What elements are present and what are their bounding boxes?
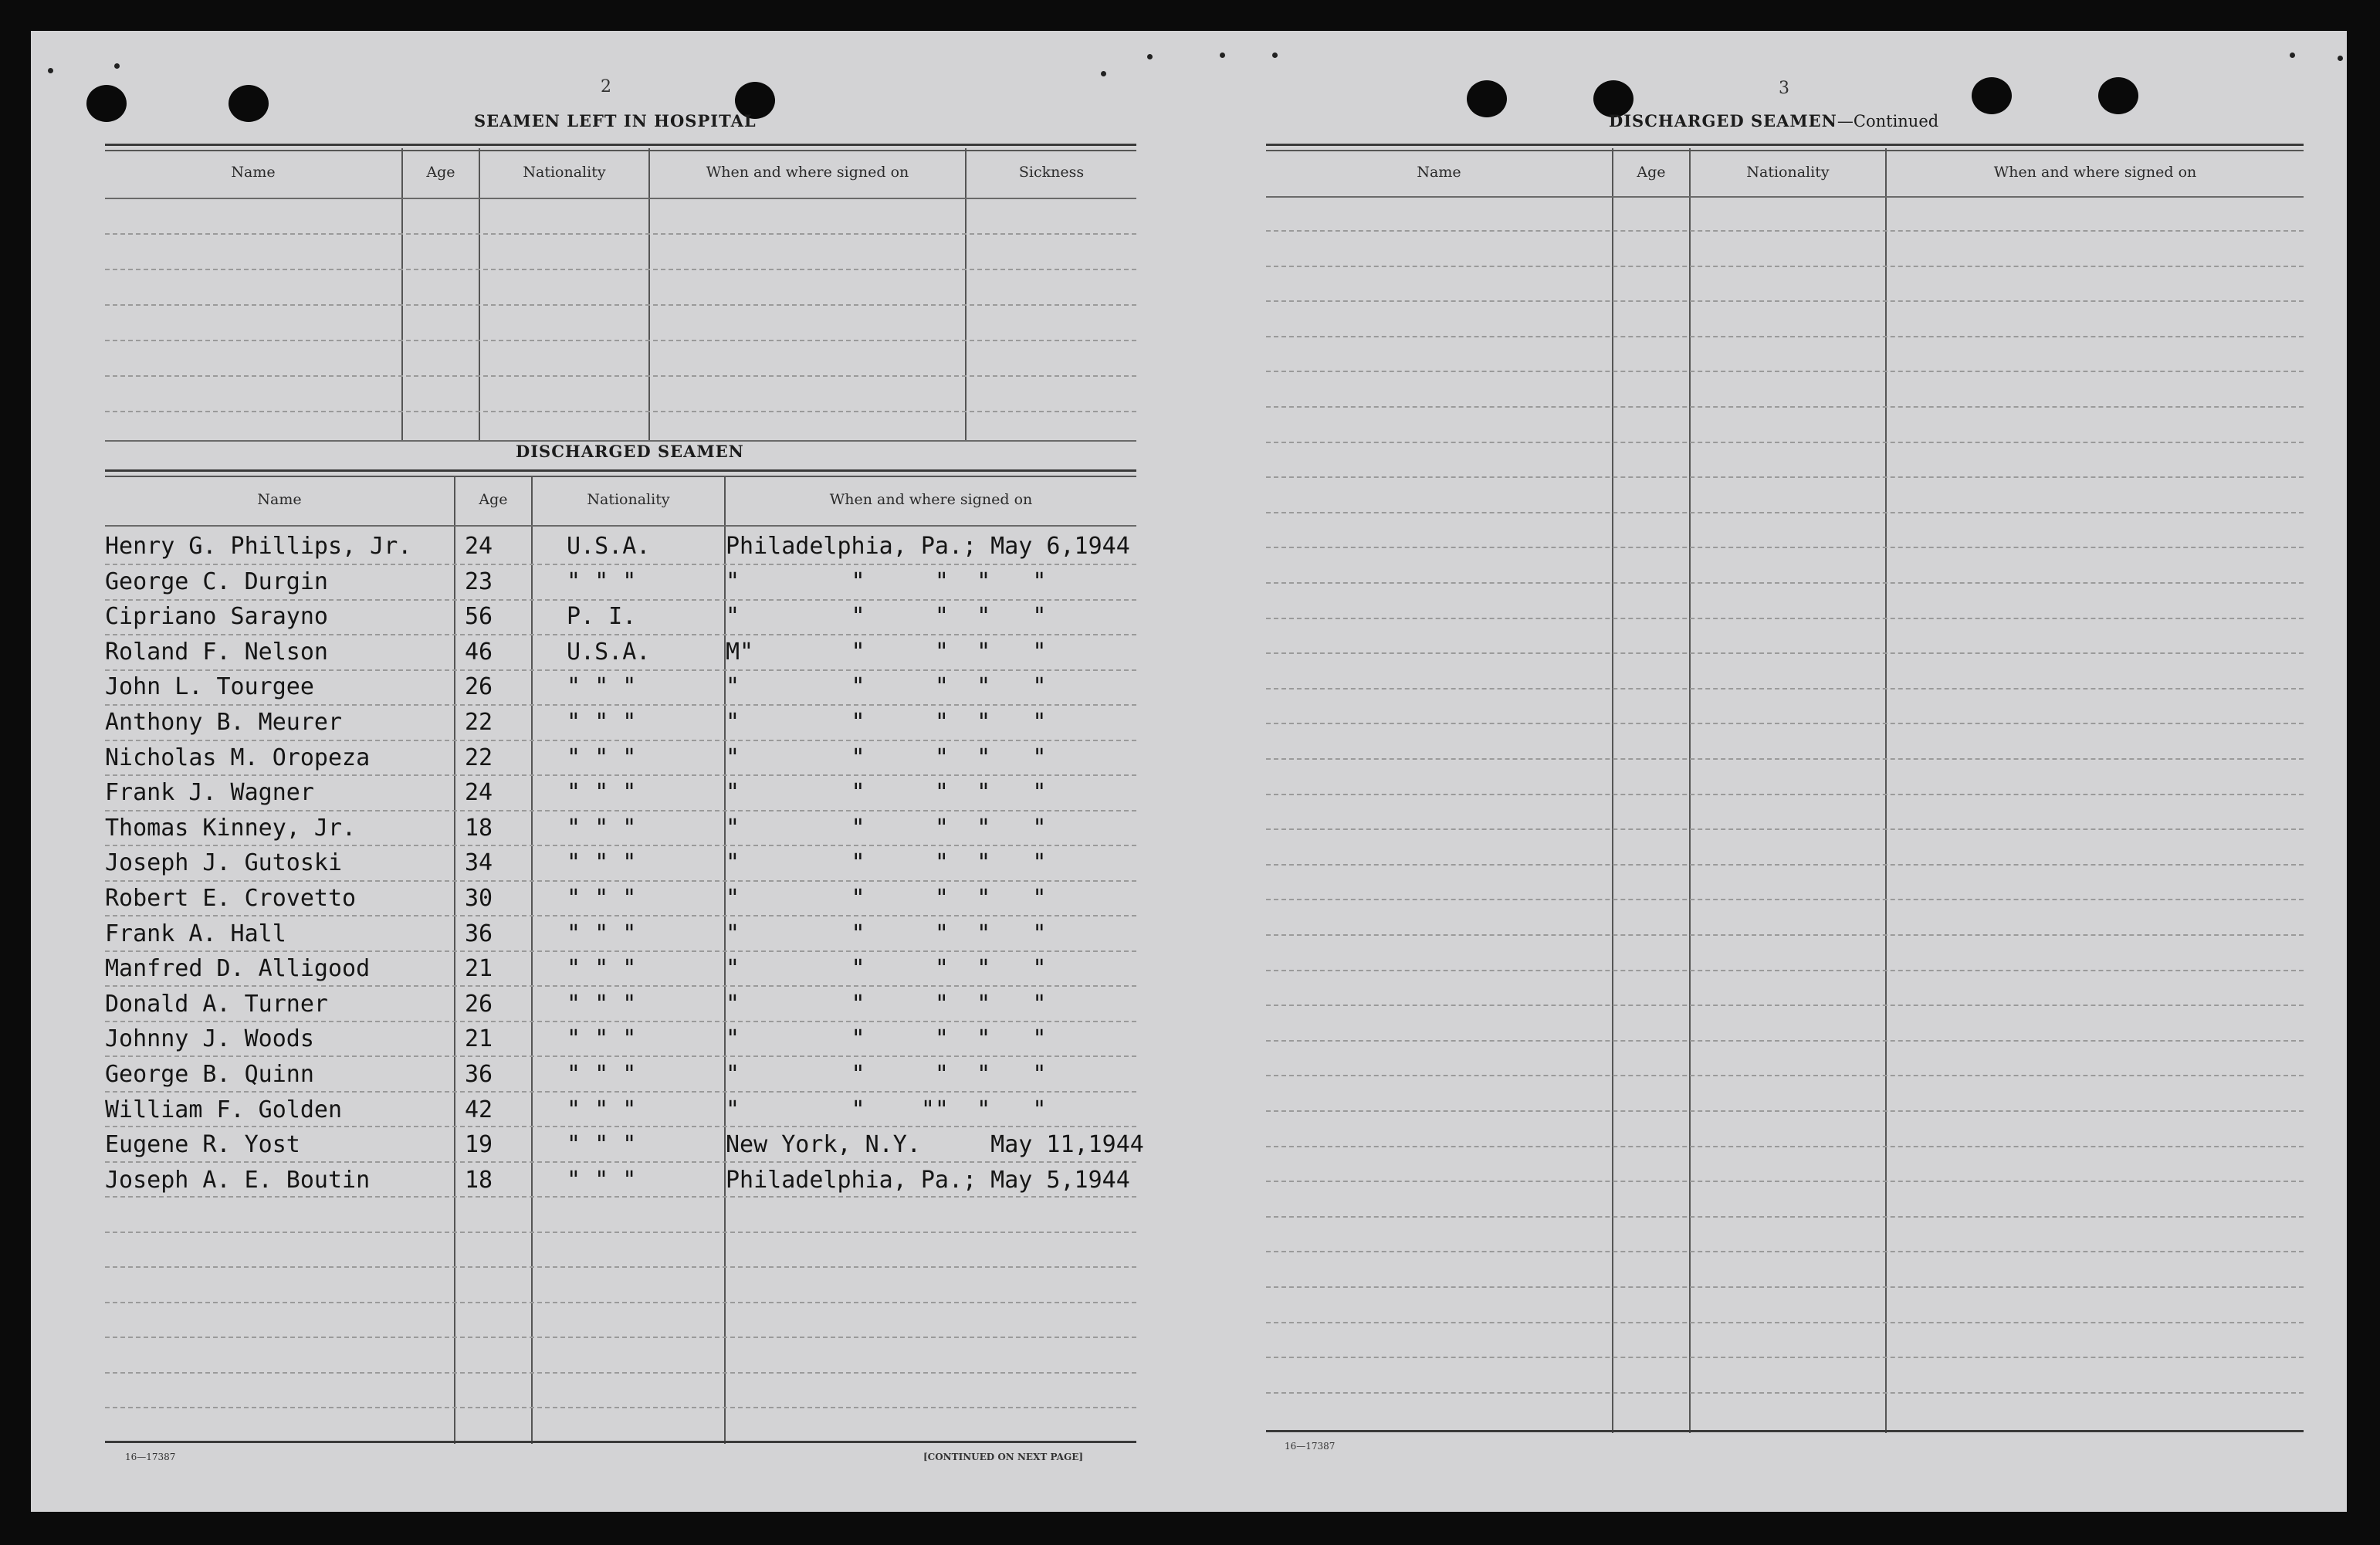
- continued-header-underline: [1266, 196, 2304, 198]
- hospital-col-divider: [965, 148, 967, 442]
- seaman-age: 30: [465, 885, 493, 912]
- punch-hole: [1972, 77, 2012, 114]
- punch-hole: [1467, 80, 1507, 117]
- seaman-name: Thomas Kinney, Jr.: [105, 814, 357, 842]
- continued-bottom-rule: [1266, 1430, 2304, 1432]
- ruled-line: [1266, 970, 2304, 971]
- continued-header-signed-on: When and where signed on: [1993, 164, 2197, 181]
- seaman-nationality: " " ": [567, 955, 637, 983]
- seaman-age: 34: [465, 849, 493, 877]
- discharged-top-rule: [105, 469, 1136, 472]
- continued-title-suffix: —Continued: [1837, 112, 1939, 130]
- ruled-line: [1266, 688, 2304, 689]
- continued-top-rule: [1266, 144, 2304, 146]
- seaman-signed-on: " " " " ": [726, 1025, 1047, 1053]
- ruled-line: [105, 845, 1136, 846]
- ruled-line: [105, 774, 1136, 776]
- seaman-age: 26: [465, 673, 493, 701]
- ruled-line: [105, 233, 1136, 235]
- seaman-name: Johnny J. Woods: [105, 1025, 314, 1053]
- continued-note: [CONTINUED ON NEXT PAGE]: [923, 1452, 1084, 1462]
- seaman-nationality: " " ": [567, 1096, 637, 1123]
- ruled-line: [105, 1091, 1136, 1093]
- ruled-line: [105, 340, 1136, 341]
- discharged-header-age: Age: [479, 491, 508, 508]
- seaman-age: 19: [465, 1131, 493, 1159]
- seaman-name: William F. Golden: [105, 1096, 343, 1123]
- seaman-name: Cipriano Sarayno: [105, 603, 328, 631]
- seaman-name: Frank J. Wagner: [105, 779, 314, 807]
- seaman-nationality: " " ": [567, 709, 637, 736]
- ruled-line: [1266, 406, 2304, 408]
- continued-top-rule-inner: [1266, 150, 2304, 151]
- seaman-name: George B. Quinn: [105, 1061, 314, 1088]
- hospital-top-rule-inner: [105, 150, 1136, 151]
- hospital-section-title: SEAMEN LEFT IN HOSPITAL: [474, 111, 757, 130]
- ruled-line: [1266, 512, 2304, 513]
- ruled-line: [1266, 547, 2304, 548]
- ruled-line: [105, 1021, 1136, 1022]
- ruled-line: [1266, 934, 2304, 936]
- ruled-line: [1266, 230, 2304, 232]
- ruled-line: [105, 810, 1136, 811]
- seaman-age: 21: [465, 1025, 493, 1053]
- continued-col-divider: [1612, 148, 1613, 1433]
- ruled-line: [1266, 1216, 2304, 1218]
- seaman-age: 36: [465, 920, 493, 947]
- ruled-line: [1266, 371, 2304, 372]
- ruled-line: [105, 1232, 1136, 1233]
- discharged-header-underline: [105, 525, 1136, 527]
- punch-hole: [86, 85, 127, 122]
- ruled-line: [1266, 1181, 2304, 1182]
- ruled-line: [105, 915, 1136, 916]
- ruled-line: [1266, 1075, 2304, 1076]
- seaman-signed-on: " " " " ": [726, 709, 1047, 736]
- discharged-header-name: Name: [257, 491, 302, 508]
- seaman-signed-on: " " " " ": [726, 814, 1047, 842]
- continued-col-divider: [1689, 148, 1691, 1433]
- speck: [1147, 54, 1153, 59]
- ruled-line: [1266, 723, 2304, 724]
- seaman-age: 18: [465, 814, 493, 842]
- ruled-line: [1266, 1322, 2304, 1323]
- ruled-line: [105, 1407, 1136, 1408]
- ruled-line: [1266, 1146, 2304, 1147]
- seaman-nationality: " " ": [567, 990, 637, 1018]
- seaman-signed-on: Philadelphia, Pa.; May 5,1944: [726, 1166, 1130, 1194]
- ruled-line: [105, 269, 1136, 270]
- speck: [1272, 53, 1278, 58]
- ruled-line: [105, 704, 1136, 706]
- seaman-age: 42: [465, 1096, 493, 1123]
- hospital-header-name: Name: [231, 164, 276, 181]
- seaman-nationality: " " ": [567, 1131, 637, 1159]
- seaman-age: 46: [465, 638, 493, 666]
- seaman-age: 26: [465, 990, 493, 1018]
- ruled-line: [105, 634, 1136, 635]
- ruled-line: [1266, 794, 2304, 795]
- discharged-col-divider: [531, 476, 533, 1444]
- continued-section-title: [1609, 111, 1938, 130]
- seaman-name: Joseph J. Gutoski: [105, 849, 343, 877]
- seaman-nationality: " " ": [567, 814, 637, 842]
- ruled-line: [1266, 758, 2304, 760]
- speck: [2290, 53, 2295, 58]
- seaman-signed-on: " " " " ": [726, 849, 1047, 877]
- seaman-nationality: " " ": [567, 779, 637, 807]
- ruled-line: [105, 1302, 1136, 1303]
- seaman-age: 21: [465, 955, 493, 983]
- hospital-header-sickness: Sickness: [1018, 164, 1085, 181]
- seaman-signed-on: " " " " ": [726, 744, 1047, 771]
- ruled-line: [105, 669, 1136, 671]
- ruled-line: [1266, 266, 2304, 267]
- ruled-line: [1266, 652, 2304, 654]
- hospital-header-age: Age: [426, 164, 455, 181]
- hospital-header-underline: [105, 198, 1136, 199]
- seaman-nationality: " " ": [567, 849, 637, 877]
- seaman-name: Henry G. Phillips, Jr.: [105, 533, 412, 560]
- seaman-signed-on: " " " " ": [726, 603, 1047, 631]
- seaman-name: George C. Durgin: [105, 568, 328, 595]
- continued-header-age: Age: [1637, 164, 1666, 181]
- seaman-nationality: " " ": [567, 920, 637, 947]
- hospital-header-nationality: Nationality: [523, 164, 606, 181]
- seaman-nationality: " " ": [567, 1166, 637, 1194]
- ruled-line: [1266, 336, 2304, 337]
- discharged-section-title: DISCHARGED SEAMEN: [516, 442, 744, 461]
- seaman-nationality: U.S.A.: [567, 638, 651, 666]
- ruled-line: [105, 950, 1136, 952]
- ruled-line: [1266, 1357, 2304, 1358]
- ruled-line: [105, 375, 1136, 377]
- seaman-signed-on: " " " " ": [726, 990, 1047, 1018]
- form-number: 16—17387: [125, 1452, 176, 1462]
- punch-hole: [229, 85, 269, 122]
- page-number: 2: [601, 77, 611, 97]
- seaman-age: 23: [465, 568, 493, 595]
- seaman-age: 56: [465, 603, 493, 631]
- seaman-age: 24: [465, 533, 493, 560]
- continued-col-divider: [1885, 148, 1887, 1433]
- seaman-name: Manfred D. Alligood: [105, 955, 371, 983]
- form-number: 16—17387: [1285, 1441, 1336, 1452]
- seaman-signed-on: " " " " ": [726, 885, 1047, 912]
- hospital-col-divider: [479, 148, 480, 442]
- ruled-line: [105, 1055, 1136, 1057]
- seaman-signed-on: " " " " ": [726, 673, 1047, 701]
- seaman-age: 22: [465, 744, 493, 771]
- ruled-line: [1266, 582, 2304, 584]
- seaman-age: 24: [465, 779, 493, 807]
- ruled-line: [1266, 1286, 2304, 1288]
- speck: [2338, 56, 2343, 61]
- ruled-line: [1266, 1251, 2304, 1252]
- seaman-nationality: U.S.A.: [567, 533, 651, 560]
- discharged-top-rule-inner: [105, 476, 1136, 477]
- continued-header-name: Name: [1417, 164, 1461, 181]
- seaman-name: Roland F. Nelson: [105, 638, 328, 666]
- hospital-col-divider: [648, 148, 650, 442]
- ruled-line: [105, 599, 1136, 601]
- seaman-name: Joseph A. E. Boutin: [105, 1166, 371, 1194]
- seaman-name: Frank A. Hall: [105, 920, 286, 947]
- seaman-signed-on: " " "" " ": [726, 1096, 1047, 1123]
- discharged-header-signed-on: When and where signed on: [829, 491, 1033, 508]
- ruled-line: [1266, 1040, 2304, 1042]
- discharged-header-nationality: Nationality: [587, 491, 670, 508]
- ruled-line: [105, 564, 1136, 565]
- seaman-nationality: " " ": [567, 885, 637, 912]
- seaman-signed-on: New York, N.Y. May 11,1944: [726, 1131, 1144, 1159]
- seaman-name: Robert E. Crovetto: [105, 885, 357, 912]
- ruled-line: [105, 1196, 1136, 1198]
- seaman-nationality: " " ": [567, 744, 637, 771]
- ruled-line: [105, 411, 1136, 412]
- seaman-nationality: " " ": [567, 1061, 637, 1088]
- seaman-name: Anthony B. Meurer: [105, 709, 343, 736]
- ruled-line: [1266, 618, 2304, 619]
- seaman-signed-on: " " " " ": [726, 920, 1047, 947]
- ruled-line: [1266, 1110, 2304, 1112]
- speck: [1101, 71, 1106, 76]
- seaman-nationality: " " ": [567, 673, 637, 701]
- seaman-signed-on: Philadelphia, Pa.; May 6,1944: [726, 533, 1130, 560]
- seaman-signed-on: " " " " ": [726, 568, 1047, 595]
- ruled-line: [1266, 899, 2304, 900]
- punch-hole: [2098, 77, 2138, 114]
- discharged-bottom-rule: [105, 1441, 1136, 1443]
- seaman-signed-on: " " " " ": [726, 1061, 1047, 1088]
- ruled-line: [105, 1372, 1136, 1374]
- ruled-line: [105, 1337, 1136, 1338]
- seaman-nationality: P. I.: [567, 603, 637, 631]
- seaman-nationality: " " ": [567, 1025, 637, 1053]
- ruled-line: [1266, 1005, 2304, 1006]
- ruled-line: [1266, 476, 2304, 478]
- seaman-name: Eugene R. Yost: [105, 1131, 300, 1159]
- ruled-line: [1266, 864, 2304, 866]
- ruled-line: [105, 985, 1136, 987]
- ruled-line: [1266, 828, 2304, 830]
- ruled-line: [105, 1126, 1136, 1127]
- seaman-name: Donald A. Turner: [105, 990, 328, 1018]
- speck: [48, 68, 53, 73]
- ruled-line: [1266, 300, 2304, 302]
- hospital-header-signed-on: When and where signed on: [706, 164, 909, 181]
- ruled-line: [105, 1161, 1136, 1163]
- seaman-age: 18: [465, 1166, 493, 1194]
- ruled-line: [105, 1266, 1136, 1268]
- ruled-line: [105, 740, 1136, 741]
- ruled-line: [1266, 442, 2304, 443]
- seaman-age: 36: [465, 1061, 493, 1088]
- continued-header-nationality: Nationality: [1746, 164, 1830, 181]
- ledger-sheet: [31, 31, 2347, 1512]
- seaman-signed-on: M" " " " ": [726, 638, 1047, 666]
- hospital-col-divider: [401, 148, 403, 442]
- seaman-age: 22: [465, 709, 493, 736]
- page-number: 3: [1779, 79, 1789, 98]
- ruled-line: [105, 880, 1136, 882]
- seaman-nationality: " " ": [567, 568, 637, 595]
- speck: [114, 63, 120, 69]
- seaman-name: John L. Tourgee: [105, 673, 314, 701]
- speck: [1220, 53, 1225, 58]
- ruled-line: [105, 304, 1136, 306]
- seaman-signed-on: " " " " ": [726, 955, 1047, 983]
- discharged-col-divider: [454, 476, 455, 1444]
- seaman-signed-on: " " " " ": [726, 779, 1047, 807]
- ruled-line: [1266, 1392, 2304, 1394]
- continued-title-main: DISCHARGED SEAMEN: [1609, 111, 1837, 130]
- hospital-top-rule: [105, 144, 1136, 146]
- seaman-name: Nicholas M. Oropeza: [105, 744, 371, 771]
